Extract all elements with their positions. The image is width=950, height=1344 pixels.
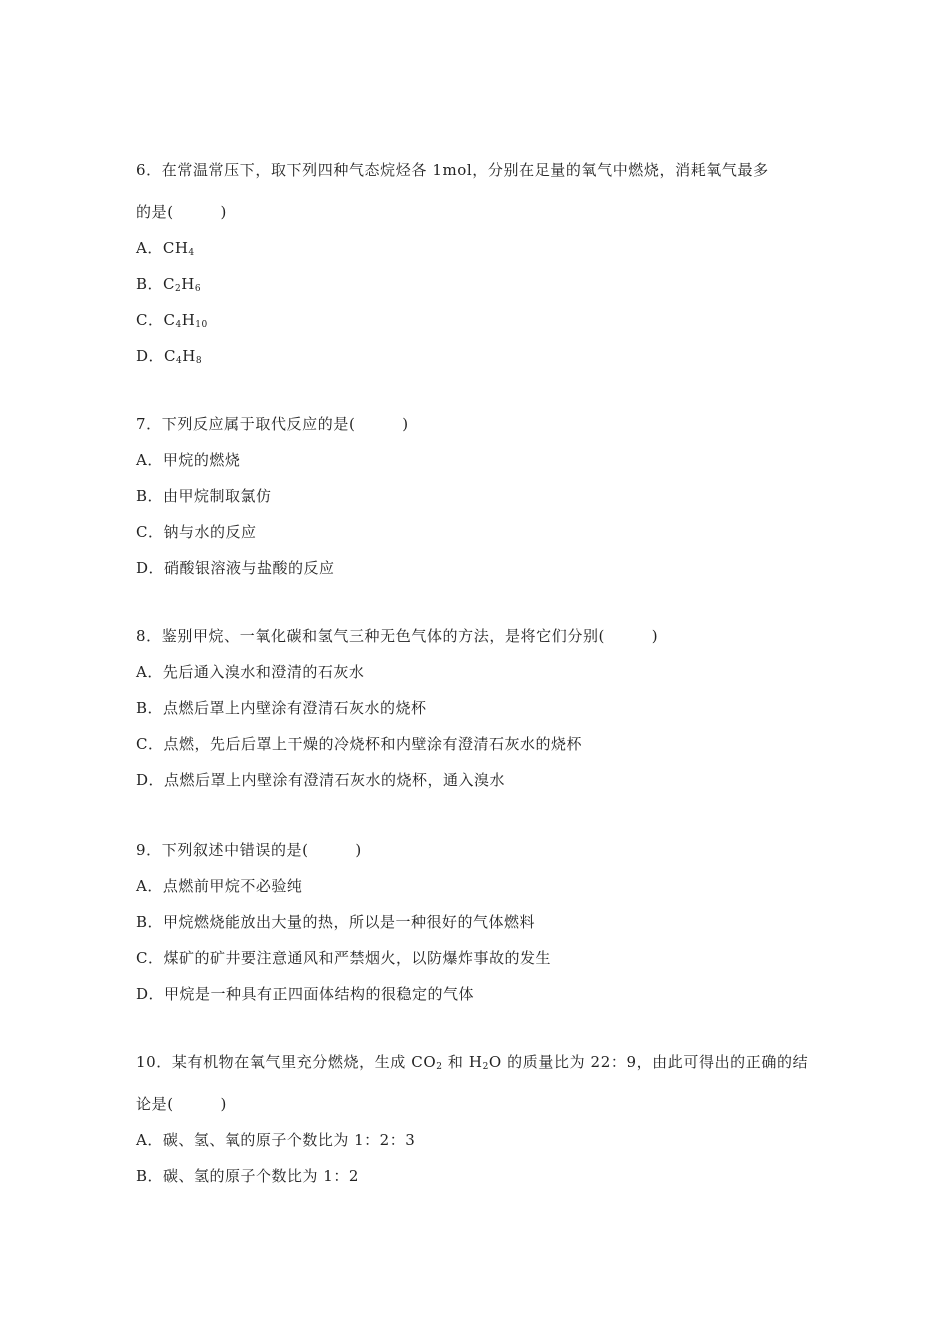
q6-option-b — [136, 274, 201, 294]
text-run: 和 H — [442, 1053, 483, 1071]
q10-stem-line2: 论是( ) — [136, 1095, 227, 1113]
q9-stem: 9．下列叙述中错误的是( ) — [136, 841, 362, 859]
q8-stem: 8．鉴别甲烷、一氧化碳和氢气三种无色气体的方法，是将它们分别( ) — [136, 627, 659, 645]
option-label: B． — [136, 275, 164, 293]
q6-option-d — [136, 346, 202, 366]
text-run: C — [164, 347, 177, 365]
q6-stem-line1: 6．在常温常压下，取下列四种气态烷烃各 1mol，分别在足量的氧气中燃烧，消耗氧气最多 — [136, 161, 769, 179]
option-label: C． — [136, 311, 164, 329]
q8-option-d: D．点燃后罩上内壁涂有澄清石灰水的烧杯，通入溴水 — [136, 771, 506, 789]
subscript: 4 — [175, 320, 182, 330]
subscript: 4 — [176, 356, 183, 366]
q8-option-a: A．先后通入溴水和澄清的石灰水 — [136, 663, 365, 681]
text-run: C — [163, 275, 176, 293]
q6-option-a — [136, 238, 195, 258]
q7-stem: 7．下列反应属于取代反应的是( ) — [136, 415, 409, 433]
text-run: CH — [162, 239, 189, 257]
q9-option-c: C．煤矿的矿井要注意通风和严禁烟火，以防爆炸事故的发生 — [136, 949, 551, 967]
text-run: 10．某有机物在氧气里充分燃烧，生成 CO — [136, 1053, 437, 1071]
subscript: 10 — [195, 320, 208, 330]
text-run: H — [181, 275, 195, 293]
subscript: 2 — [175, 284, 182, 294]
q10-option-b: B．碳、氢的原子个数比为 1：2 — [136, 1167, 359, 1185]
subscript: 2 — [436, 1062, 443, 1072]
q8-option-b: B．点燃后罩上内壁涂有澄清石灰水的烧杯 — [136, 699, 427, 717]
subscript: 6 — [194, 284, 202, 294]
q10-stem-line1 — [136, 1052, 808, 1072]
q9-option-b: B．甲烷燃烧能放出大量的热，所以是一种很好的气体燃料 — [136, 913, 536, 931]
subscript: 8 — [195, 356, 203, 366]
subscript: 2 — [482, 1062, 489, 1072]
q10-option-a: A．碳、氢、氧的原子个数比为 1：2：3 — [136, 1131, 416, 1149]
text-run: H — [182, 347, 196, 365]
text-run: C — [163, 311, 176, 329]
q8-option-c: C．点燃，先后后罩上干燥的冷烧杯和内壁涂有澄清石灰水的烧杯 — [136, 735, 582, 753]
q7-option-d: D．硝酸银溶液与盐酸的反应 — [136, 559, 335, 577]
text-run: H — [181, 311, 196, 329]
q7-option-b: B．由甲烷制取氯仿 — [136, 487, 272, 505]
q9-option-d: D．甲烷是一种具有正四面体结构的很稳定的气体 — [136, 985, 475, 1003]
subscript: 4 — [188, 248, 195, 258]
q9-option-a: A．点燃前甲烷不必验纯 — [136, 877, 303, 895]
option-label: A． — [136, 239, 163, 257]
q6-stem-line2: 的是( ) — [136, 203, 227, 221]
q7-option-a: A．甲烷的燃烧 — [136, 451, 241, 469]
q6-option-c — [136, 310, 208, 330]
text-run: O 的质量比为 22：9，由此可得出的正确的结 — [488, 1053, 809, 1071]
q7-option-c: C．钠与水的反应 — [136, 523, 257, 541]
option-label: D． — [136, 347, 165, 365]
